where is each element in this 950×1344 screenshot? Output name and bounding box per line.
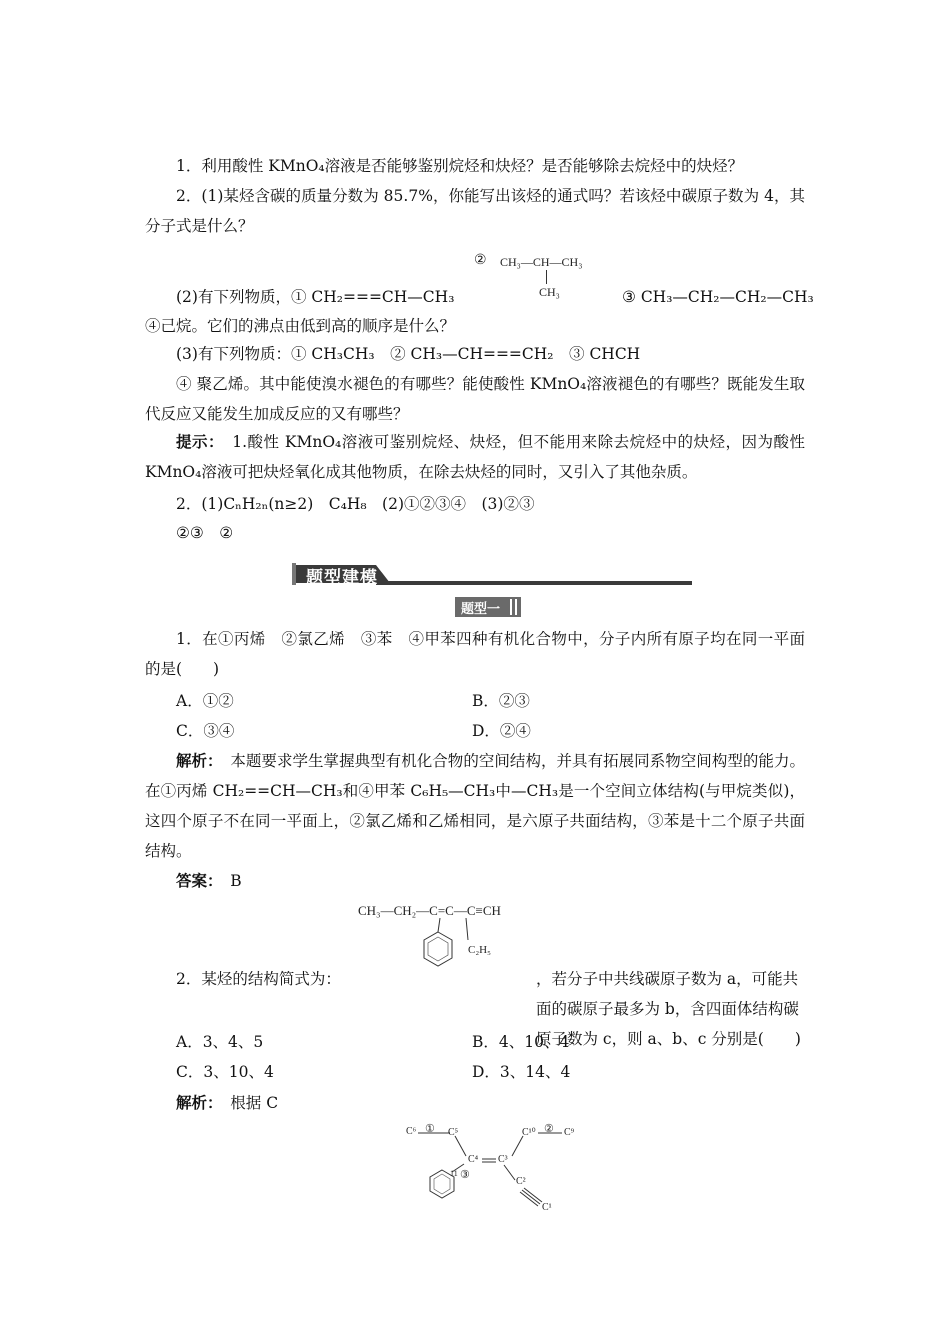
example-1-answer <box>176 866 836 896</box>
subsection-badge <box>455 597 521 617</box>
hint-answer-line-2: ②③ ② <box>176 524 234 542</box>
isobutane-number: ② <box>474 253 487 268</box>
example-1-question: 1．在①丙烯 ②氯乙烯 ③苯 ④甲苯四种有机化合物中，分子内所有原子均在同一平面的是( ) <box>145 630 805 678</box>
hint-label: 提示： <box>176 432 217 451</box>
question-2-part-2-prefix: (2)有下列物质，① CH₂===CH—CH₃ <box>176 288 455 306</box>
label-c4: C⁴ <box>468 1154 479 1165</box>
question-2-part-3-line2: ④ 聚乙烯。其中能使溴水褪色的有哪些？能使酸性 KMnO₄溶液褪色的有哪些？既能发生取代反应又能发生加成反应的又有哪些？ <box>145 375 805 423</box>
label-num-3: ③ <box>460 1169 470 1181</box>
section-banner <box>292 563 692 593</box>
example-2-question-suffix: ，若分子中共线碳原子数为 a，可能共面的碳原子最多为 b，含四面体结构碳原子数为 c，则 a、b、c 分别是( ) <box>536 970 801 1048</box>
example-1-option-a: A．①② <box>176 692 234 710</box>
example-1-option-c: C．③④ <box>176 722 235 740</box>
structure-chain: CH₃—CH₂—C=C—C≡CH <box>358 903 501 918</box>
hint-text: 1.酸性 KMnO₄溶液可鉴别烷烃、炔烃，但不能用来除去烷烃中的炔烃，因为酸性 KMnO₄溶液可把炔烃氧化成其他物质，在除去炔烃的同时，又引入了其他杂质。 <box>145 433 805 481</box>
label-c3: C³ <box>498 1154 508 1165</box>
hint-paragraph <box>145 427 805 487</box>
badge-stripe-2 <box>510 599 512 615</box>
hint-answer-line-1: 2．(1)CₙH₂ₙ(n≥2) C₄H₈ (2)①②③④ (3)②③ <box>176 495 535 513</box>
example-1-answer-text: B <box>214 872 242 890</box>
label-num-2: ② <box>544 1123 554 1135</box>
example-2-option-d: D．3、14、4 <box>472 1063 571 1081</box>
label-c5: C⁵ <box>448 1127 459 1138</box>
label-c1: C¹ <box>542 1202 552 1213</box>
label-c2: C² <box>516 1176 526 1187</box>
example-2-option-a: A．3、4、5 <box>176 1033 264 1051</box>
example-1-option-d: D．②④ <box>472 722 531 740</box>
example-2-question-prefix: 2．某烃的结构简式为： <box>176 970 341 988</box>
example-2-analysis-label: 解析： <box>176 1093 215 1112</box>
example-1-analysis <box>145 746 805 866</box>
question-2-part-1: 2．(1)某烃含碳的质量分数为 85.7%，你能写出该烃的通式吗？若该烃中碳原子数为 4，其分子式是什么？ <box>145 187 805 235</box>
carbon-skeleton-graphic <box>400 1122 590 1217</box>
benzene-ring-icon <box>420 918 490 984</box>
label-c9: C⁹ <box>564 1127 575 1138</box>
example-2-analysis <box>176 1088 836 1118</box>
isobutane-main-chain: CH₃—CH—CH₃ <box>500 255 583 269</box>
subsection-label: 题型一 <box>461 602 501 617</box>
badge-stripe-1 <box>515 599 517 615</box>
structure-branch: C₂H₅ <box>468 944 491 956</box>
banner-title: 题型建模 <box>306 568 378 588</box>
isobutane-bond <box>546 270 547 284</box>
question-2-part-3: (3)有下列物质：① CH₃CH₃ ② CH₃—CH===CH₂ ③ CHCH <box>176 345 641 363</box>
example-2-option-c: C．3、10、4 <box>176 1063 274 1081</box>
example-2-question-suffix-line-1 <box>536 964 806 1048</box>
label-c10: C¹⁰ <box>522 1127 536 1138</box>
question-1: 1．利用酸性 KMnO₄溶液是否能够鉴别烷烃和炔烃？是否能够除去烷烃中的炔烃？ <box>176 157 744 175</box>
example-2-option-b: B．4、10、4 <box>472 1033 570 1051</box>
isobutane-branch: CH₃ <box>539 285 560 299</box>
example-1-analysis-label: 解析： <box>176 751 215 770</box>
label-c6: C⁶ <box>406 1126 417 1137</box>
example-1-analysis-text: 本题要求学生掌握典型有机化合物的空间结构，并具有拓展同系物空间构型的能力。在①丙烯 CH₂==CH—CH₃和④甲苯 C₆H₅—CH₃中—CH₃是一个空间立体结构(与甲烷类似)，这四个原子不在同一平面上，②氯乙烯和乙烯相同，是六原子共面结构，③苯是十二个原子共面结构。 <box>145 752 805 860</box>
question-2-part-2-line2: ④己烷。它们的沸点由低到高的顺序是什么？ <box>145 317 456 335</box>
label-num-1: ① <box>425 1123 435 1135</box>
example-1-answer-label: 答案： <box>176 871 215 890</box>
carbon-numbering-figure <box>400 1122 590 1217</box>
example-1-option-b: B．②③ <box>472 692 530 710</box>
label-c11: 11 <box>450 1169 458 1178</box>
example-2-analysis-text: 根据 C <box>214 1094 279 1112</box>
question-2-part-2-item3: ③ CH₃—CH₂—CH₂—CH₃ <box>622 288 814 306</box>
